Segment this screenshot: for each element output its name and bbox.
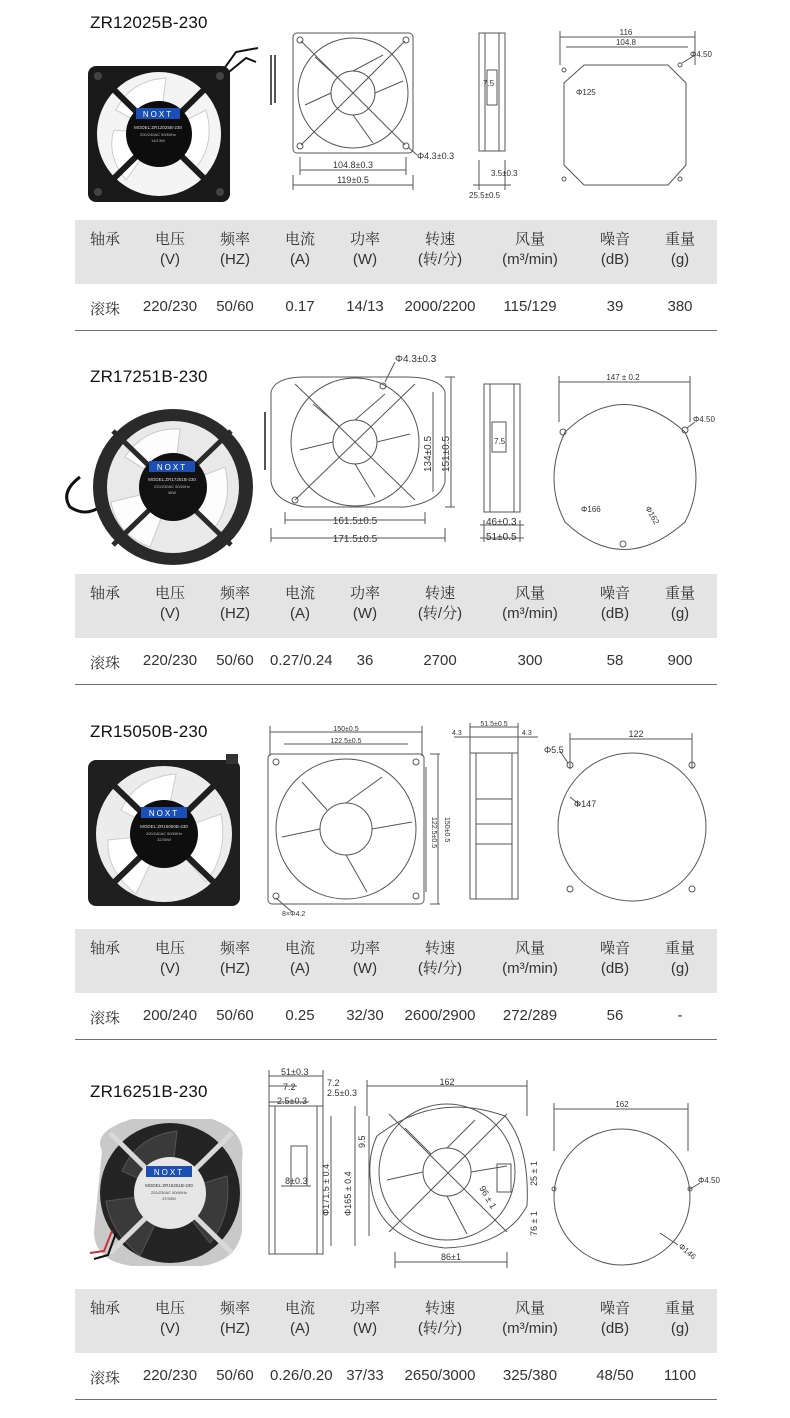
header-label: 噪音	[599, 940, 630, 957]
header-label: 重量	[664, 585, 695, 602]
fan-label-spec: 220/230AC 50/60Hz	[153, 484, 191, 489]
dim-label: 116	[619, 28, 633, 37]
header-label: 风量	[514, 940, 545, 957]
spec-value: 0.17	[285, 298, 315, 315]
dim-label: 104.8±0.3	[333, 160, 373, 170]
dim-label: 122.5±0.5	[430, 817, 437, 849]
header-unit: (dB)	[600, 251, 630, 268]
header-label: 电压	[154, 940, 185, 957]
header-unit: (g)	[670, 251, 690, 268]
fan-label-brand: NOXT	[153, 1168, 185, 1177]
dim-label: 7.2	[283, 1082, 296, 1092]
header-unit: (W)	[352, 605, 378, 622]
spec-column-header	[585, 939, 645, 979]
side-drawing	[255, 1066, 365, 1256]
spec-column-header	[85, 1299, 125, 1319]
spec-column-header	[338, 584, 393, 624]
dim-label: Φ4.50	[690, 50, 712, 59]
dim-label: 162	[439, 1077, 455, 1087]
mounting-drawing	[545, 372, 720, 557]
fan-label-model: MODEL:ZR12025B-230	[134, 125, 182, 130]
spec-table-row	[75, 1353, 717, 1400]
header-unit: (W)	[352, 1320, 378, 1337]
spec-value: 36	[356, 652, 374, 669]
spec-value: 0.25	[285, 1007, 315, 1024]
header-unit: (转/分)	[417, 605, 463, 622]
dim-label: 4.3	[452, 730, 462, 737]
dim-label: Φ125	[576, 88, 596, 97]
spec-value: 14/13	[346, 298, 384, 315]
spec-value: 滚珠	[89, 301, 120, 318]
dim-label: 96 ± 1	[477, 1184, 499, 1211]
dim-label: 51±0.3	[281, 1067, 309, 1077]
header-label: 功率	[349, 585, 380, 602]
spec-value: 37/33	[346, 1367, 384, 1384]
header-unit: (m³/min)	[502, 251, 558, 268]
front-drawing	[255, 352, 470, 552]
spec-column-header	[488, 230, 573, 270]
dim-label: 150±0.5	[443, 817, 450, 843]
header-unit: (dB)	[600, 960, 630, 977]
spec-value: 2650/3000	[404, 1367, 476, 1384]
fan-label-power: 32/30W	[157, 837, 171, 842]
dim-label: Φ146	[676, 1241, 698, 1262]
spec-value: 115/129	[503, 298, 557, 315]
header-label: 轴承	[89, 1300, 120, 1317]
dim-label: 7.5	[494, 437, 506, 446]
header-unit: (A)	[290, 251, 310, 268]
spec-column-header	[488, 1299, 573, 1339]
header-label: 电流	[284, 1300, 315, 1317]
spec-table-row	[75, 638, 717, 685]
dim-label: 86±1	[441, 1252, 461, 1262]
fan-label-power: 14/13W	[151, 138, 165, 143]
spec-column-header	[650, 584, 710, 624]
dim-label: 171.5±0.5	[332, 534, 378, 545]
header-unit: (HZ)	[220, 1320, 250, 1337]
header-label: 功率	[349, 940, 380, 957]
dim-label: 104.8	[615, 38, 637, 47]
header-unit: (dB)	[600, 605, 630, 622]
spec-table-header	[75, 929, 717, 993]
header-unit: (g)	[670, 1320, 690, 1337]
header-unit: (W)	[352, 251, 378, 268]
fan-label-brand: NOXT	[148, 809, 180, 818]
dim-label: 134±0.5	[423, 435, 434, 472]
spec-value: 56	[606, 1007, 624, 1024]
spec-column-header	[400, 230, 480, 270]
spec-value: 220/230	[142, 652, 198, 669]
fan-label-brand: NOXT	[142, 110, 174, 119]
fan-photo	[86, 40, 261, 205]
spec-value: 220/230	[142, 298, 198, 315]
header-unit: (V)	[160, 605, 180, 622]
header-unit: (A)	[290, 960, 310, 977]
product-section	[0, 352, 790, 682]
dim-label: 76 ± 1	[529, 1211, 539, 1236]
dim-label: 7.2	[327, 1078, 340, 1088]
spec-value: 50/60	[216, 1367, 254, 1384]
spec-value: 200/240	[142, 1007, 198, 1024]
side-drawing	[448, 719, 540, 904]
header-unit: (m³/min)	[502, 605, 558, 622]
spec-value: 32/30	[346, 1007, 384, 1024]
header-label: 轴承	[89, 940, 120, 957]
dim-label: Φ4.3±0.3	[417, 151, 455, 161]
spec-column-header	[205, 1299, 265, 1339]
dim-label: Φ4.50	[698, 1176, 720, 1185]
header-label: 重量	[664, 231, 695, 248]
fan-photo	[86, 752, 246, 912]
header-unit: (dB)	[600, 1320, 630, 1337]
dim-label: 2.5±0.3	[277, 1096, 307, 1106]
spec-value: 39	[606, 298, 624, 315]
dim-label: 8×Φ4.2	[282, 911, 306, 918]
spec-table-row	[75, 284, 717, 331]
spec-column-header	[338, 1299, 393, 1339]
front-drawing	[343, 1076, 545, 1276]
spec-column-header	[585, 230, 645, 270]
dim-label: 51.5±0.5	[480, 721, 508, 728]
dim-label: 119±0.5	[337, 175, 369, 185]
dim-label: 3.5±0.3	[491, 169, 518, 178]
spec-column-header	[205, 584, 265, 624]
spec-value: 0.26/0.20	[270, 1367, 333, 1384]
front-drawing	[265, 25, 465, 205]
spec-column-header	[85, 230, 125, 250]
header-unit: (W)	[352, 960, 378, 977]
header-label: 频率	[219, 940, 250, 957]
spec-table-header	[75, 1289, 717, 1353]
spec-value: 2700	[423, 652, 457, 669]
header-label: 风量	[514, 1300, 545, 1317]
spec-value: -	[677, 1007, 683, 1024]
header-label: 转速	[424, 585, 455, 602]
header-label: 电压	[154, 231, 185, 248]
header-label: 重量	[664, 1300, 695, 1317]
spec-column-header	[140, 939, 200, 979]
spec-column-header	[270, 230, 330, 270]
side-drawing	[478, 382, 548, 547]
header-label: 功率	[349, 231, 380, 248]
spec-column-header	[140, 584, 200, 624]
header-label: 功率	[349, 1300, 380, 1317]
dim-label: Φ4.50	[693, 415, 715, 424]
spec-column-header	[650, 1299, 710, 1339]
dim-label: 25 ± 1	[529, 1161, 539, 1186]
header-unit: (V)	[160, 1320, 180, 1337]
spec-value: 300	[517, 652, 543, 669]
header-label: 电压	[154, 585, 185, 602]
mounting-drawing	[540, 729, 710, 914]
spec-column-header	[400, 939, 480, 979]
spec-value: 325/380	[502, 1367, 558, 1384]
header-unit: (V)	[160, 251, 180, 268]
dim-label: 150±0.5	[333, 726, 359, 733]
spec-column-header	[585, 584, 645, 624]
dim-label: 122	[628, 729, 644, 739]
dim-label: 2.5±0.3	[327, 1088, 357, 1098]
fan-label-spec: 200/240AC 50/60Hz	[139, 132, 177, 137]
header-label: 电压	[154, 1300, 185, 1317]
spec-column-header	[140, 230, 200, 270]
spec-column-header	[650, 230, 710, 270]
spec-column-header	[400, 584, 480, 624]
header-label: 转速	[424, 231, 455, 248]
model-title: ZR16251B-230	[90, 1082, 208, 1101]
dim-label: 162	[615, 1100, 629, 1109]
dim-label: 147 ± 0.2	[606, 373, 640, 382]
fan-label-brand: NOXT	[156, 463, 188, 472]
header-label: 频率	[219, 1300, 250, 1317]
dim-label: Φ147	[574, 799, 597, 809]
dim-label: Φ166	[581, 505, 601, 514]
spec-value: 0.27/0.24	[270, 652, 333, 669]
fan-label-power: 37/33W	[162, 1196, 176, 1201]
spec-value: 900	[667, 652, 693, 669]
header-unit: (HZ)	[220, 960, 250, 977]
header-label: 重量	[664, 940, 695, 957]
spec-value: 滚珠	[89, 1370, 120, 1387]
dim-label: 7.5	[483, 79, 495, 88]
side-drawing	[465, 30, 535, 205]
spec-value: 50/60	[216, 1007, 254, 1024]
header-label: 电流	[284, 231, 315, 248]
header-unit: (HZ)	[220, 605, 250, 622]
dim-label: 122.5±0.5	[330, 738, 362, 745]
spec-column-header	[338, 230, 393, 270]
spec-value: 2000/2200	[404, 298, 476, 315]
dim-label: 25.5±0.5	[469, 191, 501, 200]
spec-table-row	[75, 993, 717, 1040]
fan-label-power: 36W	[167, 490, 177, 495]
spec-value: 58	[606, 652, 624, 669]
spec-table-header	[75, 574, 717, 638]
dim-label: 161.5±0.5	[332, 516, 378, 527]
dim-label: Φ162	[643, 504, 661, 527]
spec-value: 48/50	[596, 1367, 634, 1384]
spec-column-header	[400, 1299, 480, 1339]
header-label: 频率	[219, 231, 250, 248]
header-unit: (m³/min)	[502, 1320, 558, 1337]
header-label: 轴承	[89, 231, 120, 248]
spec-value: 2600/2900	[404, 1007, 476, 1024]
dim-label: Φ171.5 ± 0.4	[321, 1163, 331, 1216]
fan-label-spec: 220/230AC 50/60Hz	[150, 1190, 188, 1195]
spec-value: 380	[667, 298, 693, 315]
spec-column-header	[338, 939, 393, 979]
dim-label: 46±0.3	[486, 517, 517, 528]
header-unit: (A)	[290, 1320, 310, 1337]
header-label: 转速	[424, 1300, 455, 1317]
product-section	[0, 0, 790, 330]
spec-value: 滚珠	[89, 655, 120, 672]
product-section	[0, 707, 790, 1037]
fan-label-model: MODEL:ZR16251B-230	[145, 1183, 193, 1188]
dim-label: 151±0.5	[441, 435, 452, 472]
spec-column-header	[205, 939, 265, 979]
header-label: 电流	[284, 940, 315, 957]
header-unit: (A)	[290, 605, 310, 622]
header-label: 噪音	[599, 585, 630, 602]
dim-label: Φ5.5	[544, 745, 564, 755]
fan-label-model: MODEL:ZR15050B-230	[140, 824, 188, 829]
header-unit: (V)	[160, 960, 180, 977]
fan-label-spec: 200/240AC 50/60Hz	[145, 831, 183, 836]
spec-column-header	[270, 1299, 330, 1339]
header-unit: (HZ)	[220, 251, 250, 268]
header-label: 噪音	[599, 231, 630, 248]
header-unit: (m³/min)	[502, 960, 558, 977]
product-section	[0, 1066, 790, 1406]
front-drawing	[262, 722, 457, 917]
spec-value: 1100	[663, 1367, 697, 1384]
dim-label: 4.3	[522, 730, 532, 737]
header-unit: (g)	[670, 960, 690, 977]
spec-column-header	[585, 1299, 645, 1339]
model-title: ZR15050B-230	[90, 722, 208, 741]
fan-label-model: MODEL:ZR17251B-230	[148, 477, 196, 482]
header-unit: (转/分)	[417, 960, 463, 977]
mounting-drawing	[548, 1101, 718, 1276]
spec-column-header	[85, 939, 125, 959]
spec-column-header	[205, 230, 265, 270]
model-title: ZR17251B-230	[90, 367, 208, 386]
dim-label: 51±0.5	[486, 532, 517, 543]
spec-value: 272/289	[502, 1007, 558, 1024]
header-unit: (转/分)	[417, 1320, 463, 1337]
spec-value: 50/60	[216, 298, 254, 315]
header-label: 噪音	[599, 1300, 630, 1317]
spec-value: 220/230	[142, 1367, 198, 1384]
header-label: 频率	[219, 585, 250, 602]
dim-label: Φ165 ± 0.4	[343, 1171, 353, 1216]
spec-value: 50/60	[216, 652, 254, 669]
dim-label: 8±0.3	[285, 1176, 308, 1186]
mounting-drawing	[550, 25, 720, 200]
spec-table-header	[75, 220, 717, 284]
header-label: 轴承	[89, 585, 120, 602]
header-label: 风量	[514, 585, 545, 602]
spec-column-header	[270, 939, 330, 979]
spec-column-header	[488, 939, 573, 979]
spec-column-header	[488, 584, 573, 624]
spec-column-header	[140, 1299, 200, 1339]
header-label: 电流	[284, 585, 315, 602]
dim-label: Φ4.3±0.3	[395, 354, 437, 365]
fan-photo	[82, 1111, 257, 1271]
header-label: 风量	[514, 231, 545, 248]
spec-column-header	[85, 584, 125, 604]
header-unit: (转/分)	[417, 251, 463, 268]
spec-value: 滚珠	[89, 1010, 120, 1027]
header-unit: (g)	[670, 605, 690, 622]
dim-label: 9.5	[357, 1135, 367, 1148]
fan-photo	[55, 407, 255, 567]
header-label: 转速	[424, 940, 455, 957]
model-title: ZR12025B-230	[90, 13, 208, 32]
spec-column-header	[650, 939, 710, 979]
spec-column-header	[270, 584, 330, 624]
